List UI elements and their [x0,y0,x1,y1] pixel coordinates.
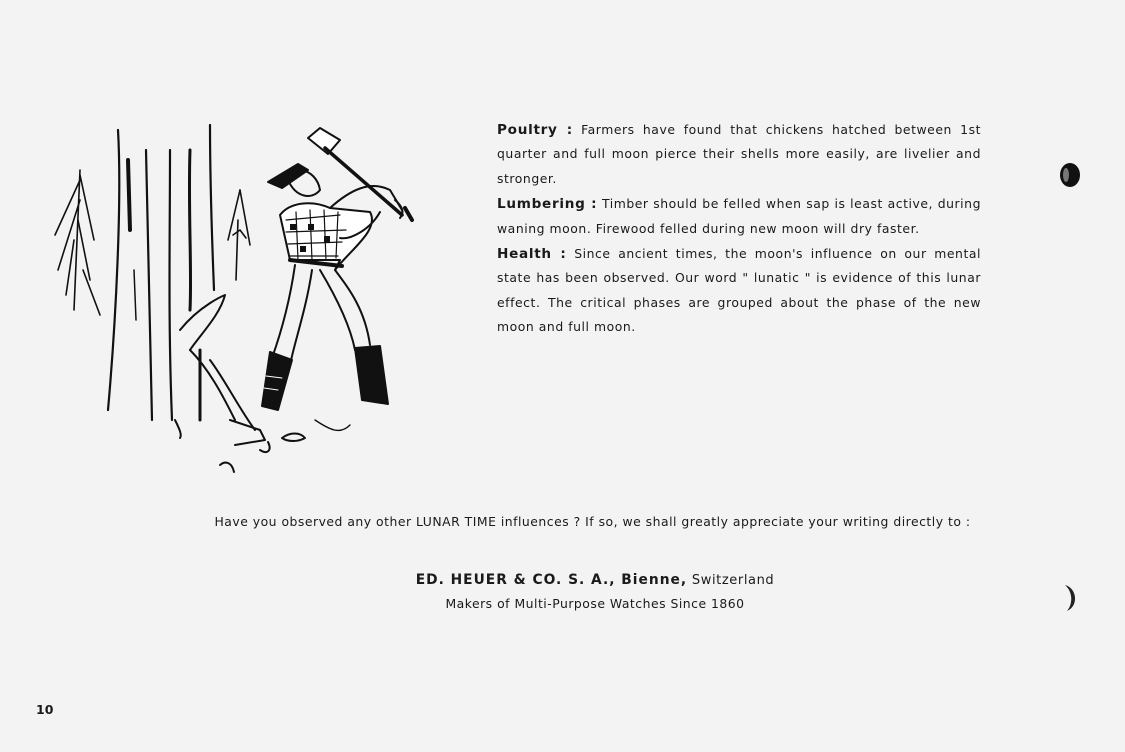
lumberjack-illustration [50,120,445,485]
company-country: Switzerland [691,573,775,588]
page-number: 10 [36,702,54,717]
entry-term: Health : [497,246,567,263]
entry-text: Timber should be felled when sap is least active, during waning moon. Firewood felled during new moon will dry faster. [497,196,981,236]
entry-term: Poultry : [497,122,573,138]
lumberjack-figure [262,164,402,410]
lunar-influence-list [497,118,981,341]
company-tagline: Makers of Multi-Purpose Watches Since 1860 [445,596,745,611]
invitation-text: Have you observed any other LUNAR TIME influences ? If so, we shall greatly appreciate your writing directly to : [214,514,971,529]
company-name: ED. HEUER & CO. S. A., Bienne, [415,572,688,588]
binder-hole-top [1055,160,1085,190]
entry-lumbering [497,192,981,241]
entry-text: Farmers have found that chickens hatched between 1st quarter and full moon pierce their shells more easily, are livelier and stronger. [497,122,981,186]
entry-term: Lumbering : [497,196,598,213]
entry-health [497,242,981,340]
pine-tree-middle [228,190,250,280]
pine-tree-left [55,170,100,315]
entry-text: Since ancient times, the moon's influence on our mental state has been observed. Our word " lunatic " is evidence of this lunar effect. The critical phases are grouped about the phase of the new moon and full moon. [497,246,981,335]
company-line [300,568,890,593]
entry-poultry [497,118,981,191]
binder-hole-bottom [1055,582,1085,614]
tree-trunk [108,125,214,420]
